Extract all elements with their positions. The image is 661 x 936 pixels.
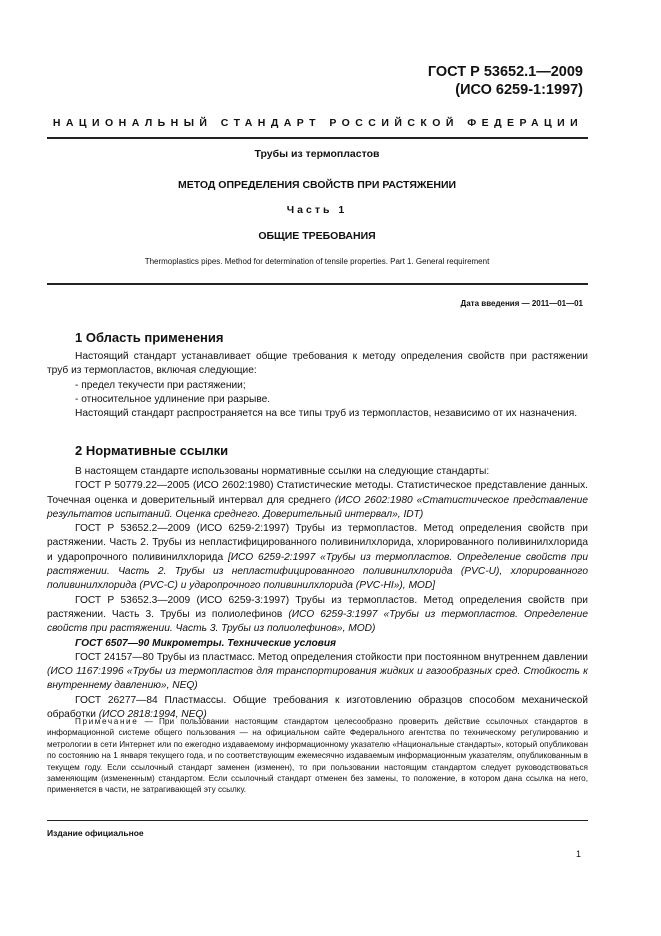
standard-designation	[428, 63, 583, 99]
reference-item	[47, 522, 588, 593]
iso-equivalent: (ИСО 6259-1:1997)	[455, 82, 583, 98]
reference-item	[47, 651, 588, 694]
list-item: - предел текучести при растяжении;	[75, 379, 246, 391]
note-text: — При пользовании настоящим стандартом целесообразно проверить действие ссылочных стандартов в информационной системе общего пользования — на официальном сайте Федерального агентства по техническому регулированию и метрологии в сети Интернет или по ежегодно издаваемому информационному указателю «Национальные стандарты», который опубликован по состоянию на 1 января текущего года, и по соответствующим ежемесячно издаваемым информационным указателям, опубликованным в текущем году. Если ссылочный стандарт заменен (изменен), то при пользовании настоящим стандартом следует руководствоваться заменяющим (измененным) стандартом. Если ссылочный стандарт отменен без замены, то положение, в котором дана ссылка на него, применяется в части, не затрагивающей эту ссылку.	[47, 717, 588, 795]
reference-text: ГОСТ 26277—84 Пластмассы. Общие требования к изготовлению образцов способом механической обработки	[47, 694, 588, 721]
top-divider	[47, 137, 588, 139]
standard-code: ГОСТ Р 53652.1—2009	[427, 64, 583, 80]
edition-label: Издание официальное	[47, 828, 144, 838]
note-block	[47, 716, 588, 796]
section-1-paragraph: Настоящий стандарт устанавливает общие требования к методу определения свойств при растяжении труб из термопластов, включая следующие:	[47, 351, 588, 377]
reference-iso: [ИСО 6259-2:1997 «Трубы из термопластов. Определение свойств при растяжении. Часть 2. Трубы из непластифицированного поливинилхлорида (PVC-U), хлорированного поливинилхлорида (PVC-C) и ударопрочного поливинилхлорида (PVC-HI»), MOD]	[47, 551, 588, 592]
reference-iso: (ИСО 6259-3:1997 «Трубы из термопластов. Определение свойств при растяжении. Часть 3. Трубы из полиолефинов», MOD)	[47, 608, 588, 635]
section-2-heading: 2 Нормативные ссылки	[75, 443, 229, 458]
title-group: Трубы из термопластов	[254, 148, 380, 160]
section-1-heading: 1 Область применения	[75, 330, 224, 345]
national-standard-banner: НАЦИОНАЛЬНЫЙ СТАНДАРТ РОССИЙСКОЙ ФЕДЕРАЦИИ	[52, 117, 584, 129]
reference-iso: (ИСО 2602:1980 «Статистическое представление результатов испытаний. Оценка среднего. Доверительный интервал», IDT)	[47, 494, 588, 520]
page-number: 1	[575, 849, 581, 859]
effective-date: Дата введения — 2011—01—01	[460, 299, 583, 308]
section-2-intro: В настоящем стандарте использованы нормативные ссылки на следующие стандарты:	[75, 466, 490, 477]
reference-text: ГОСТ 24157—80 Трубы из пластмасс. Метод определения стойкости при постоянном внутреннем давлении	[75, 651, 588, 663]
reference-text: ГОСТ Р 53652.3—2009 (ИСО 6259-3:1997) Трубы из термопластов. Метод определения свойств при растяжении. Часть 3. Трубы из полиолефинов	[47, 594, 588, 620]
note-label: Примечание	[75, 717, 139, 726]
footer-divider	[47, 820, 588, 821]
title-method: МЕТОД ОПРЕДЕЛЕНИЯ СВОЙСТВ ПРИ РАСТЯЖЕНИИ	[177, 179, 457, 191]
reference-item	[47, 637, 588, 651]
title-english: Thermoplastics pipes. Method for determination of tensile properties. Part 1. General requirement	[144, 257, 490, 266]
title-part: Часть 1	[286, 204, 348, 216]
reference-iso: (ИСО 1167:1996 «Трубы из термопластов для транспортирования жидких и газообразных сред. Стойкость к внутреннему давлению», NEQ)	[47, 666, 588, 692]
reference-text: ГОСТ Р 53652.2—2009 (ИСО 6259-2:1997) Трубы из термопластов. Метод определения свойств при растяжении. Часть 2. Трубы из непластифицированного поливинилхлорида, хлорированного поливинилхлорида и ударопрочного поливинилхлорида	[47, 523, 588, 563]
title-block	[47, 148, 587, 269]
reference-text: ГОСТ 6507—90 Микрометры. Технические условия	[75, 637, 337, 649]
reference-item	[47, 479, 588, 522]
section-1-body	[47, 350, 588, 421]
title-general: ОБЩИЕ ТРЕБОВАНИЯ	[258, 230, 376, 242]
reference-item	[47, 594, 588, 637]
reference-text: ГОСТ Р 50779.22—2005 (ИСО 2602:1980) Статистические методы. Статистическое представление данных. Точечная оценка и доверительный интервал для среднего	[47, 480, 588, 506]
section-1-paragraph: Настоящий стандарт распространяется на все типы труб из термопластов, независимо от их назначения.	[75, 408, 578, 420]
reference-iso: (ИСО 2818:1994, NEQ)	[98, 709, 207, 721]
title-divider	[47, 283, 588, 285]
list-item: - относительное удлинение при разрыве.	[75, 393, 271, 405]
section-2-body	[47, 465, 588, 722]
